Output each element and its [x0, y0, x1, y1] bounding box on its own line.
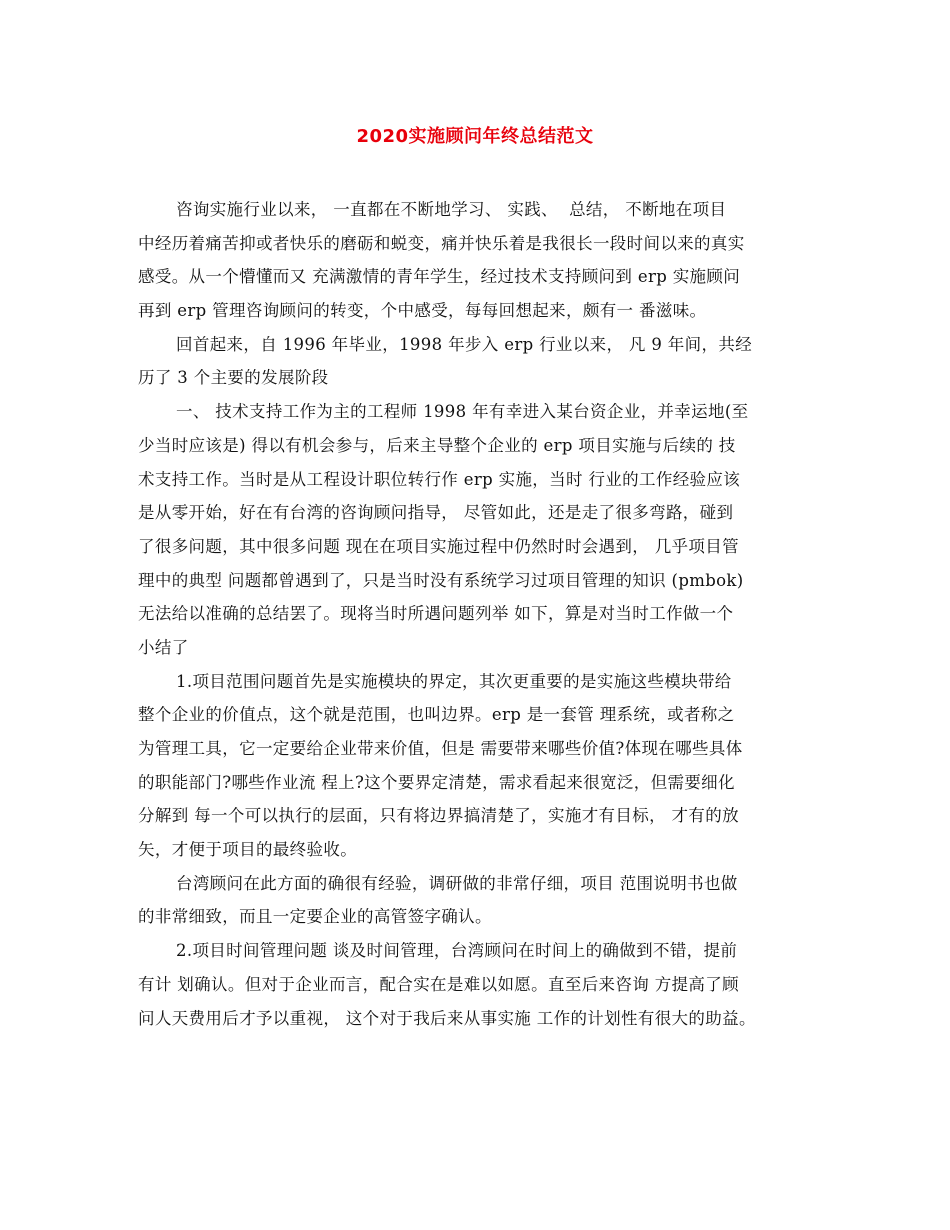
paragraph-6 — [138, 934, 828, 1035]
text-line: 分解到 每一个可以执行的层面，只有将边界搞清楚了，实施才有目标， 才有的放 — [138, 806, 739, 826]
text-line: 无法给以准确的总结罢了。现将当时所遇问题列举 如下，算是对当时工作做一个 — [138, 604, 734, 624]
text-line: 1.项目范围问题首先是实施模块的界定，其次更重要的是实施这些模块带给 — [176, 671, 732, 691]
text-line: 一、 技术支持工作为主的工程师 1998 年有幸进入某台资企业，并幸运地(至 — [176, 402, 749, 422]
text-line: 少当时应该是) 得以有机会参与，后来主导整个企业的 erp 项目实施与后续的 技 — [138, 435, 736, 455]
text-line: 是从零开始，好在有台湾的咨询顾问指导， 尽管如此，还是走了很多弯路，碰到 — [138, 503, 734, 523]
text-line: 历了 3 个主要的发展阶段 — [138, 368, 329, 388]
text-line: 整个企业的价值点，这个就是范围，也叫边界。erp 是一套管 理系统，或者称之 — [138, 705, 735, 725]
text-line: 问人天费用后才予以重视， 这个对于我后来从事实施 工作的计划性有很大的助益。 — [138, 1008, 756, 1028]
text-line: 再到 erp 管理咨询顾问的转变，个中感受，每每回想起来，颇有一 番滋味。 — [138, 301, 707, 321]
text-line: 小结了 — [138, 637, 189, 657]
text-line: 了很多问题，其中很多问题 现在在项目实施过程中仍然时时会遇到， 几乎项目管 — [138, 536, 739, 556]
text-line: 矢，才便于项目的最终验收。 — [138, 840, 358, 860]
text-line: 有计 划确认。但对于企业而言，配合实在是难以如愿。直至后来咨询 方提高了顾 — [138, 974, 739, 994]
text-line: 中经历着痛苦抑或者快乐的磨砺和蜕变，痛并快乐着是我很长一段时间以来的真实 — [138, 233, 745, 253]
text-line: 2.项目时间管理问题 谈及时间管理，台湾顾问在时间上的确做到不错，提前 — [176, 941, 738, 961]
paragraph-2 — [138, 328, 828, 395]
document-body — [138, 193, 828, 1035]
text-line: 的非常细致，而且一定要企业的高管签字确认。 — [138, 907, 492, 927]
paragraph-4 — [138, 665, 828, 867]
text-line: 理中的典型 问题都曾遇到了，只是当时没有系统学习过项目管理的知识 (pmbok) — [138, 570, 744, 590]
text-line: 的职能部门?哪些作业流 程上?这个要界定清楚，需求看起来很宽泛，但需要细化 — [138, 772, 735, 792]
paragraph-1 — [138, 193, 828, 328]
text-line: 为管理工具，它一定要给企业带来价值，但是 需要带来哪些价值?体现在哪些具体 — [138, 739, 743, 758]
paragraph-3 — [138, 395, 828, 665]
text-line: 咨询实施行业以来， 一直都在不断地学习、 实践、 总结， 不断地在项目 — [176, 200, 727, 219]
paragraph-5 — [138, 867, 828, 934]
text-line: 感受。从一个懵懂而又 充满激情的青年学生，经过技术支持顾问到 erp 实施顾问 — [138, 267, 741, 287]
text-line: 台湾顾问在此方面的确很有经验，调研做的非常仔细，项目 范围说明书也做 — [176, 873, 738, 893]
document-title: 2020实施顾问年终总结范文 — [356, 126, 594, 147]
text-line: 回首起来，自 1996 年毕业，1998 年步入 erp 行业以来， 凡 9 年间，共经 — [176, 334, 753, 354]
text-line: 术支持工作。当时是从工程设计职位转行作 erp 实施，当时 行业的工作经验应该 — [138, 469, 741, 489]
